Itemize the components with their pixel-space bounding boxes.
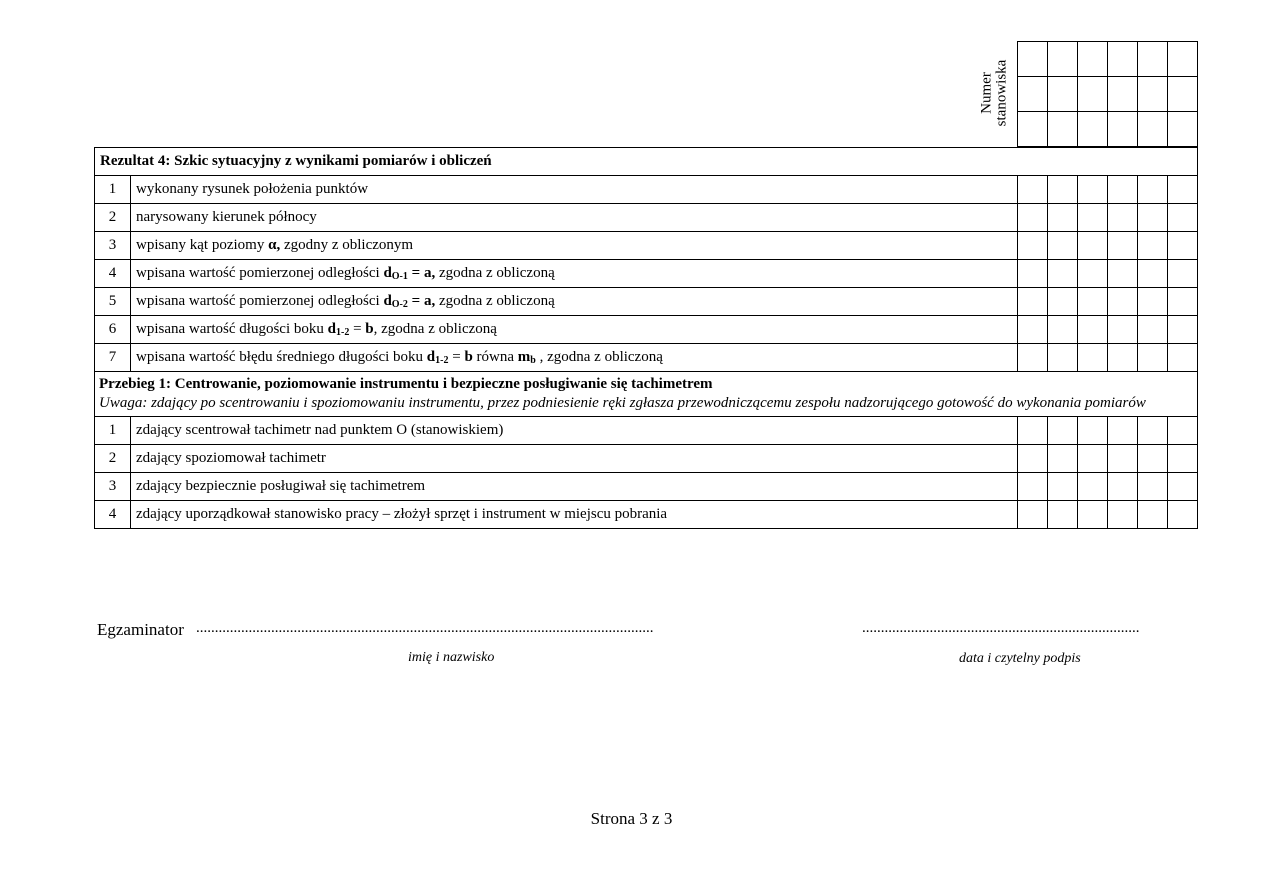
row-text: zdający bezpiecznie posługiwał się tachimetrem: [131, 473, 1018, 501]
station-cell[interactable]: [1048, 112, 1078, 147]
station-cell[interactable]: [1018, 77, 1048, 112]
row-number: 6: [95, 316, 131, 344]
answer-cell[interactable]: [1078, 417, 1108, 445]
row-text: wpisany kąt poziomy α, zgodny z obliczonym: [131, 232, 1018, 260]
station-number-label: [972, 40, 1016, 145]
answer-cell[interactable]: [1048, 316, 1078, 344]
station-label-line2: stanowiska: [993, 59, 1010, 126]
answer-cell[interactable]: [1138, 344, 1168, 372]
answer-cell[interactable]: [1108, 445, 1138, 473]
name-caption: imię i nazwisko: [408, 650, 495, 665]
answer-cell[interactable]: [1168, 204, 1198, 232]
table-row: [95, 204, 1198, 232]
station-cell[interactable]: [1018, 112, 1048, 147]
answer-cell[interactable]: [1138, 417, 1168, 445]
answer-cell[interactable]: [1018, 417, 1048, 445]
examiner-label: Egzaminator: [97, 620, 184, 639]
station-cell[interactable]: [1168, 42, 1198, 77]
answer-cell[interactable]: [1018, 288, 1048, 316]
station-cell[interactable]: [1138, 42, 1168, 77]
answer-cell[interactable]: [1108, 473, 1138, 501]
row-number: 2: [95, 445, 131, 473]
answer-cell[interactable]: [1078, 316, 1108, 344]
table-row: [95, 501, 1198, 529]
table-row: [95, 344, 1198, 372]
answer-cell[interactable]: [1048, 232, 1078, 260]
row-text: wpisana wartość pomierzonej odległości $d_{O-1} = a$, zgodna z obliczoną: [131, 260, 1018, 288]
row-text: zdający uporządkował stanowisko pracy – złożył sprzęt i instrument w miejscu pobrania: [131, 501, 1018, 529]
station-cell[interactable]: [1108, 42, 1138, 77]
answer-cell[interactable]: [1048, 445, 1078, 473]
row-number: 3: [95, 473, 131, 501]
answer-cell[interactable]: [1078, 204, 1108, 232]
answer-cell[interactable]: [1048, 501, 1078, 529]
table-row: [95, 417, 1198, 445]
answer-cell[interactable]: [1018, 316, 1048, 344]
table-row: [95, 473, 1198, 501]
answer-cell[interactable]: [1138, 232, 1168, 260]
answer-cell[interactable]: [1078, 473, 1108, 501]
answer-cell[interactable]: [1168, 316, 1198, 344]
row-number: 3: [95, 232, 131, 260]
answer-cell[interactable]: [1048, 204, 1078, 232]
row-text: narysowany kierunek północy: [131, 204, 1018, 232]
station-cell[interactable]: [1048, 77, 1078, 112]
answer-cell[interactable]: [1108, 176, 1138, 204]
answer-cell[interactable]: [1168, 232, 1198, 260]
row-text: wpisana wartość długości boku $d_{1-2} = b$, zgodna z obliczoną: [131, 316, 1018, 344]
answer-cell[interactable]: [1138, 260, 1168, 288]
answer-cell[interactable]: [1168, 473, 1198, 501]
table-row: [95, 316, 1198, 344]
answer-cell[interactable]: [1108, 316, 1138, 344]
answer-cell[interactable]: [1018, 445, 1048, 473]
answer-cell[interactable]: [1048, 344, 1078, 372]
answer-cell[interactable]: [1108, 204, 1138, 232]
row-text: wykonany rysunek położenia punktów: [131, 176, 1018, 204]
station-cell[interactable]: [1018, 42, 1048, 77]
table-row: [95, 176, 1198, 204]
answer-cell[interactable]: [1168, 344, 1198, 372]
answer-cell[interactable]: [1078, 176, 1108, 204]
answer-cell[interactable]: [1108, 501, 1138, 529]
answer-cell[interactable]: [1018, 473, 1048, 501]
answer-cell[interactable]: [1048, 176, 1078, 204]
evaluation-table: [94, 147, 1198, 529]
row-number: 5: [95, 288, 131, 316]
table-row: [95, 232, 1198, 260]
examiner-name-field[interactable]: ..........................................................................................................................: [196, 620, 654, 636]
answer-cell[interactable]: [1078, 260, 1108, 288]
station-cell[interactable]: [1138, 77, 1168, 112]
station-cell[interactable]: [1168, 112, 1198, 147]
answer-cell[interactable]: [1018, 344, 1048, 372]
row-number: 7: [95, 344, 131, 372]
answer-cell[interactable]: [1078, 501, 1108, 529]
answer-cell[interactable]: [1108, 417, 1138, 445]
answer-cell[interactable]: [1078, 232, 1108, 260]
answer-cell[interactable]: [1168, 417, 1198, 445]
process1-note: Uwaga: zdający po scentrowaniu i spoziomowaniu instrumentu, przez podniesienie ręki zgłasza przewodniczącemu zespołu nadzorującego gotowość do wykonania pomiarów: [99, 395, 1146, 411]
answer-cell[interactable]: [1018, 501, 1048, 529]
station-cell[interactable]: [1078, 112, 1108, 147]
answer-cell[interactable]: [1138, 501, 1168, 529]
signature-field[interactable]: ..........................................................................: [862, 620, 1140, 636]
table-row: [95, 260, 1198, 288]
answer-cell[interactable]: [1138, 473, 1168, 501]
answer-cell[interactable]: [1108, 288, 1138, 316]
station-cell[interactable]: [1168, 77, 1198, 112]
station-cell[interactable]: [1138, 112, 1168, 147]
answer-cell[interactable]: [1078, 288, 1108, 316]
table-row: [95, 445, 1198, 473]
row-number: 4: [95, 501, 131, 529]
answer-cell[interactable]: [1048, 260, 1078, 288]
answer-cell[interactable]: [1048, 288, 1078, 316]
row-text: zdający scentrował tachimetr nad punktem O (stanowiskiem): [131, 417, 1018, 445]
answer-cell[interactable]: [1138, 204, 1168, 232]
station-cell[interactable]: [1108, 112, 1138, 147]
answer-cell[interactable]: [1168, 288, 1198, 316]
row-text: wpisana wartość błędu średniego długości boku $d_{1-2} = b$ równa $m_b$ , zgodna z obliczoną: [131, 344, 1018, 372]
answer-cell[interactable]: [1168, 501, 1198, 529]
answer-cell[interactable]: [1018, 232, 1048, 260]
answer-cell[interactable]: [1168, 260, 1198, 288]
station-number-grid: [1017, 41, 1198, 147]
answer-cell[interactable]: [1138, 316, 1168, 344]
signature-caption: data i czytelny podpis: [959, 651, 1081, 666]
page-number: Strona 3 z 3: [590, 809, 673, 828]
answer-cell[interactable]: [1108, 232, 1138, 260]
row-text: wpisana wartość pomierzonej odległości $d_{O-2} = a$, zgodna z obliczoną: [131, 288, 1018, 316]
answer-cell[interactable]: [1168, 176, 1198, 204]
row-text: zdający spoziomował tachimetr: [131, 445, 1018, 473]
station-cell[interactable]: [1108, 77, 1138, 112]
answer-cell[interactable]: [1018, 204, 1048, 232]
answer-cell[interactable]: [1048, 473, 1078, 501]
row-number: 1: [95, 176, 131, 204]
answer-cell[interactable]: [1018, 260, 1048, 288]
result4-title: Rezultat 4: Szkic sytuacyjny z wynikami pomiarów i obliczeń: [95, 148, 1198, 176]
answer-cell[interactable]: [1138, 445, 1168, 473]
answer-cell[interactable]: [1048, 417, 1078, 445]
row-number: 2: [95, 204, 131, 232]
station-cell[interactable]: [1048, 42, 1078, 77]
row-number: 1: [95, 417, 131, 445]
answer-cell[interactable]: [1138, 176, 1168, 204]
answer-cell[interactable]: [1018, 176, 1048, 204]
row-number: 4: [95, 260, 131, 288]
process1-title: Przebieg 1: Centrowanie, poziomowanie instrumentu i bezpieczne posługiwanie się tachimetrem: [99, 376, 713, 392]
station-cell[interactable]: [1078, 77, 1108, 112]
table-row: [95, 288, 1198, 316]
answer-cell[interactable]: [1078, 344, 1108, 372]
station-cell[interactable]: [1078, 42, 1108, 77]
answer-cell[interactable]: [1078, 445, 1108, 473]
answer-cell[interactable]: [1108, 344, 1138, 372]
station-label-line1: Numer: [978, 71, 995, 114]
answer-cell[interactable]: [1108, 260, 1138, 288]
answer-cell[interactable]: [1168, 445, 1198, 473]
process1-header: [95, 372, 1198, 417]
answer-cell[interactable]: [1138, 288, 1168, 316]
